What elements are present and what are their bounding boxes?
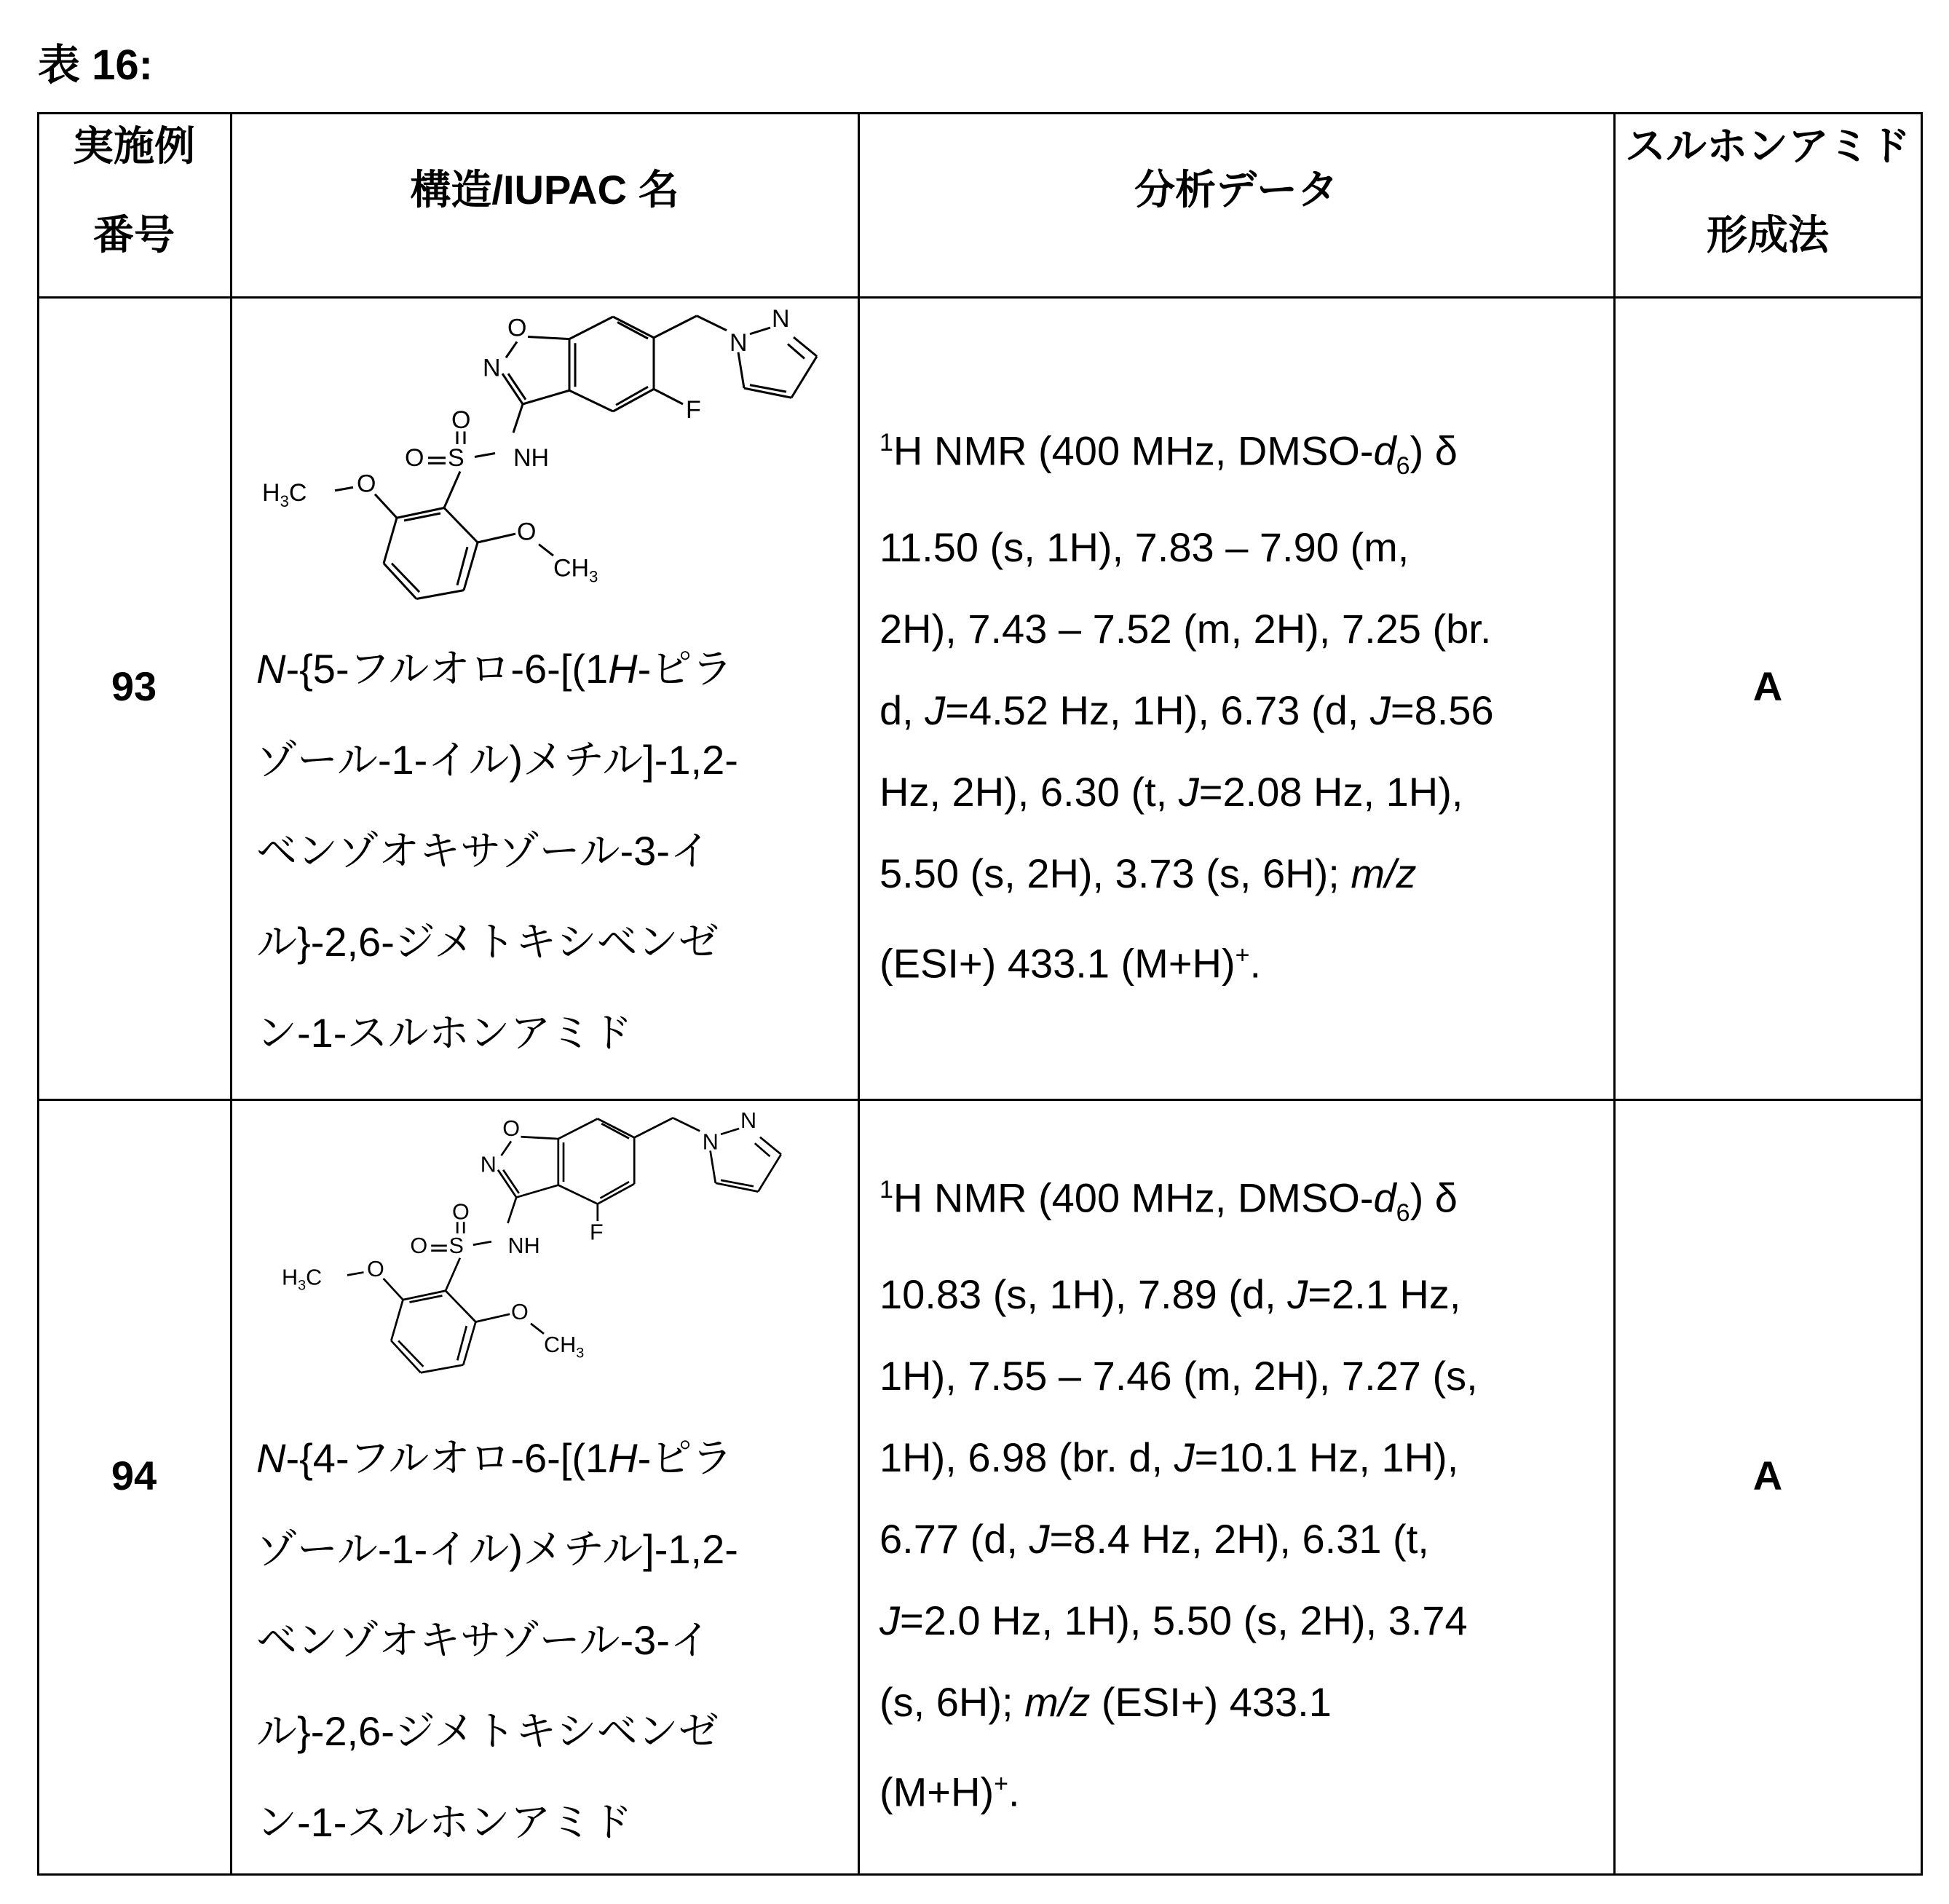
bond bbox=[634, 1118, 673, 1137]
name-line bbox=[256, 1595, 738, 1686]
text-segment: 6.77 (d, bbox=[879, 1516, 1029, 1562]
text-segment: ル}-2,6-ジメトキシベンゼ bbox=[256, 1708, 719, 1754]
bond bbox=[475, 1314, 510, 1322]
text-segment: =2.08 Hz, 1H), bbox=[1199, 769, 1463, 815]
text-segment: 1 bbox=[879, 1176, 893, 1204]
nmr-data bbox=[879, 1149, 1478, 1833]
bond bbox=[347, 1272, 364, 1275]
text-segment: ) δ bbox=[1410, 428, 1458, 474]
nmr-line bbox=[879, 507, 1494, 588]
bond bbox=[444, 472, 460, 508]
text-segment: d, bbox=[879, 687, 925, 733]
text-segment: =8.4 Hz, 2H), 6.31 (t, bbox=[1049, 1516, 1428, 1562]
bond bbox=[506, 341, 517, 358]
bond bbox=[613, 389, 654, 411]
oxygen-label bbox=[405, 444, 424, 472]
fluorine-label bbox=[686, 396, 701, 424]
text-segment: Hz, 2H), 6.30 (t, bbox=[879, 769, 1179, 815]
text-segment: 5.50 (s, 2H), 3.73 (s, 6H); bbox=[879, 850, 1351, 896]
label-part: O bbox=[502, 1116, 520, 1141]
text-segment: (M+H) bbox=[879, 1769, 994, 1815]
oxygen-label bbox=[451, 406, 470, 434]
label-part: N bbox=[481, 1153, 497, 1177]
label-part: O bbox=[367, 1257, 384, 1281]
bond bbox=[791, 356, 817, 398]
text-segment: 2H), 7.43 – 7.52 (m, 2H), 7.25 (br. bbox=[879, 606, 1491, 652]
label-part: O bbox=[357, 470, 376, 498]
bond bbox=[716, 1183, 759, 1192]
label-part: F bbox=[590, 1220, 604, 1244]
label-part: O bbox=[451, 406, 470, 434]
bond bbox=[516, 1185, 558, 1198]
text-segment: + bbox=[1236, 941, 1250, 969]
text-segment: J bbox=[925, 687, 945, 733]
nitrogen-label bbox=[730, 329, 748, 357]
oxygen-label bbox=[367, 1257, 384, 1281]
bond bbox=[531, 1324, 544, 1334]
bond bbox=[738, 352, 744, 388]
label-part: O bbox=[511, 1300, 529, 1324]
table-border-bottom bbox=[37, 1873, 1923, 1876]
bond bbox=[473, 1241, 491, 1245]
nmr-line bbox=[879, 1743, 1478, 1833]
text-segment: J bbox=[1287, 1271, 1308, 1317]
text-segment: N bbox=[256, 1435, 285, 1481]
text-segment: . bbox=[1249, 941, 1261, 987]
label-part: NH bbox=[508, 1233, 540, 1258]
sulfur-label bbox=[449, 1233, 464, 1258]
label-part: S bbox=[449, 1233, 464, 1258]
nmr-line bbox=[879, 1417, 1478, 1498]
name-line bbox=[256, 805, 738, 896]
fluorine-label bbox=[590, 1220, 604, 1244]
oxygen-label bbox=[511, 1300, 529, 1324]
oxygen-label bbox=[502, 1116, 520, 1141]
iupac-name bbox=[256, 1413, 738, 1868]
nmr-line bbox=[879, 1335, 1478, 1417]
nmr-line bbox=[879, 751, 1494, 833]
col-border bbox=[1613, 112, 1616, 1876]
bond bbox=[673, 1118, 700, 1131]
nh-label bbox=[508, 1233, 540, 1258]
nmr-line bbox=[879, 833, 1494, 915]
text-segment: . bbox=[1008, 1769, 1020, 1815]
label-part: N bbox=[730, 329, 748, 357]
col-border bbox=[1921, 112, 1923, 1876]
row-divider bbox=[37, 1099, 1923, 1101]
text-segment: =10.1 Hz, 1H), bbox=[1195, 1434, 1459, 1480]
label-part: N bbox=[740, 1108, 756, 1133]
text-segment: N bbox=[256, 646, 285, 692]
bond bbox=[391, 1300, 403, 1340]
nmr-line bbox=[879, 1580, 1478, 1662]
text-segment: J bbox=[879, 1597, 900, 1643]
bond bbox=[416, 590, 464, 599]
label-part: NH bbox=[513, 444, 549, 472]
bond bbox=[502, 1141, 512, 1156]
label-part: CH bbox=[544, 1332, 576, 1357]
bond bbox=[384, 518, 397, 564]
text-segment: =4.52 Hz, 1H), 6.73 (d, bbox=[945, 687, 1370, 733]
name-line bbox=[256, 1504, 738, 1595]
header-structure: 構造/IUPAC 名 bbox=[231, 146, 858, 234]
methyl-label bbox=[553, 554, 598, 585]
text-segment: ) δ bbox=[1410, 1175, 1458, 1221]
text-segment: d bbox=[1374, 428, 1396, 474]
nmr-line bbox=[879, 1254, 1478, 1335]
nitrogen-label bbox=[740, 1108, 756, 1133]
oxygen-label bbox=[410, 1233, 427, 1258]
text-segment: J bbox=[1174, 1434, 1195, 1480]
label-part: O bbox=[410, 1233, 427, 1258]
bond bbox=[598, 1119, 634, 1138]
bond bbox=[617, 323, 648, 339]
header-analysis: 分析データ bbox=[858, 146, 1614, 234]
bond bbox=[384, 564, 416, 599]
text-segment: 10.83 (s, 1H), 7.89 (d, bbox=[879, 1271, 1287, 1317]
nmr-line bbox=[879, 915, 1494, 1005]
nitrogen-label bbox=[481, 1153, 497, 1177]
name-line bbox=[256, 896, 738, 987]
text-segment: m/z bbox=[1024, 1679, 1090, 1725]
text-segment: H bbox=[608, 1435, 637, 1481]
text-segment: -{4-フルオロ-6-[(1 bbox=[285, 1435, 608, 1481]
label-part: N bbox=[772, 305, 790, 333]
bond bbox=[613, 317, 654, 338]
bond bbox=[755, 1143, 770, 1156]
nitrogen-label bbox=[772, 305, 790, 333]
text-segment: H bbox=[608, 646, 637, 692]
label-part: F bbox=[686, 396, 701, 424]
bond bbox=[721, 1129, 739, 1134]
text-segment: 1H), 6.98 (br. d, bbox=[879, 1434, 1174, 1480]
text-segment: =2.1 Hz, bbox=[1308, 1271, 1460, 1317]
col-border bbox=[230, 112, 232, 1876]
bond bbox=[654, 316, 697, 338]
nitrogen-label bbox=[483, 354, 501, 382]
text-segment: ベンゾオキサゾール-3-イ bbox=[256, 1617, 711, 1663]
header-line: スルホンアミド bbox=[1614, 102, 1921, 191]
bond bbox=[513, 404, 523, 432]
bond bbox=[528, 337, 569, 339]
bond bbox=[598, 1184, 634, 1204]
label-part: O bbox=[507, 314, 526, 341]
label-part: N bbox=[703, 1130, 719, 1155]
example-number: 94 bbox=[37, 1452, 231, 1499]
name-line bbox=[256, 1777, 738, 1868]
bond bbox=[391, 1340, 421, 1372]
header-method bbox=[1614, 102, 1921, 280]
bond bbox=[521, 1137, 558, 1139]
name-line bbox=[256, 987, 738, 1078]
text-segment: (ESI+) 433.1 (M+H) bbox=[879, 941, 1236, 987]
header-line: 形成法 bbox=[1614, 191, 1921, 280]
label-part: 3 bbox=[298, 1278, 306, 1294]
bond bbox=[478, 534, 515, 542]
label-part: H bbox=[282, 1265, 298, 1289]
label-part: S bbox=[448, 444, 464, 472]
text-segment: =8.56 bbox=[1391, 687, 1494, 733]
label-part: 3 bbox=[280, 492, 289, 510]
bond bbox=[750, 328, 770, 334]
text-segment: -ピラ bbox=[638, 646, 733, 692]
header-line: 番号 bbox=[37, 191, 231, 280]
oxygen-label bbox=[357, 470, 376, 498]
bond bbox=[384, 1279, 403, 1300]
text-segment: 11.50 (s, 1H), 7.83 – 7.90 (m, bbox=[879, 524, 1409, 570]
label-part: C bbox=[289, 479, 307, 507]
chemical-structure bbox=[262, 1102, 874, 1408]
text-segment: H NMR (400 MHz, DMSO- bbox=[893, 1175, 1374, 1221]
bond bbox=[446, 1291, 475, 1322]
label-part: N bbox=[483, 354, 501, 382]
bond bbox=[788, 344, 804, 359]
label-part: 3 bbox=[589, 567, 598, 585]
label-part: C bbox=[306, 1265, 322, 1289]
text-segment: 1H), 7.55 – 7.46 (m, 2H), 7.27 (s, bbox=[879, 1353, 1478, 1399]
nmr-line bbox=[879, 588, 1494, 670]
label-part: CH bbox=[553, 554, 589, 582]
bond bbox=[446, 1258, 460, 1291]
header-line: 実施例 bbox=[37, 102, 231, 191]
label-part: 3 bbox=[576, 1345, 584, 1361]
nitrogen-label bbox=[703, 1130, 719, 1155]
text-segment: ゾール-1-イル)メチル]-1,2- bbox=[256, 737, 738, 783]
bond bbox=[569, 390, 613, 411]
label-part: O bbox=[405, 444, 424, 472]
text-segment: ベンゾオキサゾール-3-イ bbox=[256, 828, 711, 874]
bond bbox=[558, 1119, 598, 1139]
bond bbox=[444, 508, 478, 543]
text-segment: 1 bbox=[879, 429, 893, 457]
text-segment: ル}-2,6-ジメトキシベンゼ bbox=[256, 919, 719, 965]
bond bbox=[601, 1123, 629, 1138]
text-segment: d bbox=[1374, 1175, 1396, 1221]
text-segment: ゾール-1-イル)メチル]-1,2- bbox=[256, 1526, 738, 1572]
bond bbox=[744, 388, 791, 398]
method-value: A bbox=[1614, 663, 1921, 710]
bond bbox=[523, 390, 569, 404]
name-line bbox=[256, 1686, 738, 1777]
text-segment: ン-1-スルホンアミド bbox=[256, 1799, 632, 1845]
method-value: A bbox=[1614, 1452, 1921, 1499]
nmr-data bbox=[879, 402, 1494, 1005]
text-segment: H NMR (400 MHz, DMSO- bbox=[893, 428, 1374, 474]
header-example-number bbox=[37, 102, 231, 280]
example-number: 93 bbox=[37, 663, 231, 710]
name-line bbox=[256, 623, 738, 714]
label-part: H bbox=[262, 479, 280, 507]
name-line bbox=[256, 714, 738, 805]
text-segment: (ESI+) 433.1 bbox=[1090, 1679, 1332, 1725]
methyl-label bbox=[262, 479, 307, 510]
oxygen-label bbox=[452, 1199, 470, 1224]
bond bbox=[508, 1198, 517, 1223]
bond bbox=[558, 1185, 598, 1204]
methyl-label bbox=[544, 1332, 584, 1361]
label-part: O bbox=[452, 1199, 470, 1224]
bond bbox=[758, 1154, 781, 1191]
text-segment: -ピラ bbox=[638, 1435, 733, 1481]
text-segment: m/z bbox=[1351, 850, 1416, 896]
col-border bbox=[858, 112, 860, 1876]
bond bbox=[421, 1365, 464, 1373]
text-segment: J bbox=[1370, 687, 1391, 733]
nmr-line bbox=[879, 402, 1494, 507]
bond bbox=[375, 494, 397, 518]
label-part: O bbox=[517, 518, 536, 545]
bond bbox=[539, 545, 553, 556]
bond bbox=[711, 1150, 716, 1182]
bond bbox=[475, 454, 495, 457]
text-segment: 6 bbox=[1396, 452, 1410, 480]
text-segment: ン-1-スルホンアミド bbox=[256, 1010, 632, 1056]
oxygen-label bbox=[507, 314, 526, 341]
nmr-line bbox=[879, 1498, 1478, 1580]
name-line bbox=[256, 1413, 738, 1504]
nmr-line bbox=[879, 670, 1494, 751]
table-title: 表 16: bbox=[38, 31, 153, 92]
text-segment: (s, 6H); bbox=[879, 1679, 1024, 1725]
methyl-label bbox=[282, 1265, 322, 1293]
text-segment: =2.0 Hz, 1H), 5.50 (s, 2H), 3.74 bbox=[900, 1597, 1468, 1643]
bond bbox=[335, 487, 353, 490]
oxygen-label bbox=[517, 518, 536, 545]
text-segment: J bbox=[1179, 769, 1199, 815]
sulfur-label bbox=[448, 444, 464, 472]
col-border bbox=[37, 112, 39, 1876]
text-segment: 6 bbox=[1396, 1199, 1410, 1227]
nh-label bbox=[513, 444, 549, 472]
iupac-name bbox=[256, 623, 738, 1078]
text-segment: -{5-フルオロ-6-[(1 bbox=[285, 646, 608, 692]
text-segment: + bbox=[994, 1770, 1008, 1798]
nmr-line bbox=[879, 1149, 1478, 1254]
bond bbox=[654, 389, 683, 404]
chemical-structure bbox=[240, 299, 852, 619]
bond bbox=[569, 317, 613, 339]
bond bbox=[697, 316, 727, 331]
nmr-line bbox=[879, 1662, 1478, 1743]
text-segment: J bbox=[1029, 1516, 1049, 1562]
